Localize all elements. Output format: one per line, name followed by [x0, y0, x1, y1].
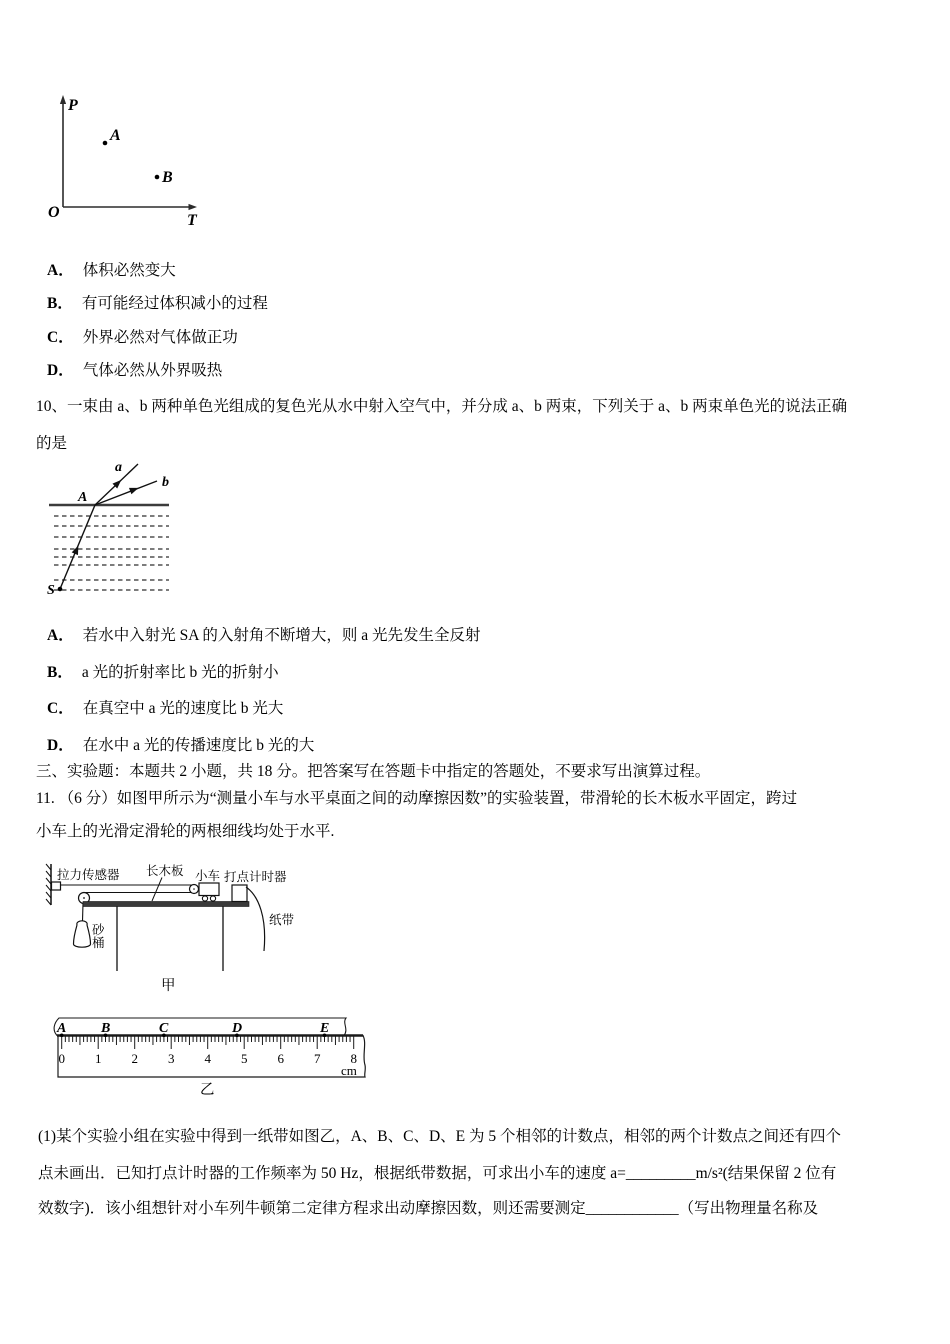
tape-ruler-figure-yi — [45, 1012, 380, 1104]
force-sensor-label: 拉力传感器 — [57, 868, 120, 882]
q9-option-d — [47, 361, 222, 381]
ruler-tick-label: 5 — [240, 1051, 248, 1066]
ticker-timer — [232, 885, 247, 902]
tape-point-label: D — [232, 1021, 243, 1036]
option-label: A． — [47, 262, 74, 279]
point-b-dot — [155, 175, 160, 180]
q11-part1-line3: 效数字)．该小组想针对小车列牛顿第二定律方程求出动摩擦因数，则还需要测定____________（写出物理量名称及 — [38, 1200, 819, 1217]
cart-body — [199, 883, 219, 896]
ruler-tick-label: 1 — [94, 1051, 102, 1066]
point-b-label: B — [162, 169, 173, 186]
sand-bucket — [74, 925, 91, 947]
option-text: 在真空中 a 光的速度比 b 光大 — [82, 700, 284, 717]
option-label: D． — [47, 362, 74, 379]
q11-part1-line1: (1)某个实验小组在实验中得到一纸带如图乙，A、B、C、D、E 为 5 个相邻的计数点，相邻的两个计数点之间还有四个 — [38, 1128, 841, 1145]
cart-label: 小车 — [195, 869, 221, 883]
bucket-label-bottom: 桶 — [92, 936, 105, 950]
x-axis-arrow — [189, 204, 198, 210]
q11-stem-line2: 小车上的光滑定滑轮的两根细线均处于水平. — [36, 823, 335, 840]
q10-option-b — [47, 663, 279, 683]
point-a-dot — [103, 141, 108, 146]
origin-label: O — [48, 204, 60, 221]
tape-label: 纸带 — [269, 913, 295, 927]
source-label: S — [47, 583, 55, 598]
option-label: B． — [47, 664, 73, 681]
figure-yi-caption: 乙 — [200, 1082, 215, 1098]
q9-option-c — [47, 328, 238, 348]
paper-tape-curve — [246, 887, 265, 951]
x-axis-label: T — [187, 212, 197, 229]
ruler-tick-label: 2 — [131, 1051, 138, 1066]
section3-header: 三、实验题：本题共 2 小题，共 18 分。把答案写在答题卡中指定的答题处，不要求写出演算过程。 — [36, 763, 711, 780]
q11-part1-line2: 点未画出．已知打点计时器的工作频率为 50 Hz，根据纸带数据，可求出小车的速度 a=_________m/s²(结果保留 2 位有 — [38, 1165, 837, 1182]
option-text: 若水中入射光 SA 的入射角不断增大，则 a 光先发生全反射 — [82, 627, 481, 644]
option-text: 气体必然从外界吸热 — [82, 362, 223, 379]
ruler-tick-label: 4 — [204, 1051, 211, 1066]
q10-option-d — [47, 736, 314, 756]
option-label: C． — [47, 329, 74, 346]
cart-pulley-axle — [193, 888, 195, 890]
tape-point-label: C — [159, 1021, 169, 1036]
q9-option-a — [47, 261, 176, 281]
option-text: 有可能经过体积减小的过程 — [81, 295, 268, 312]
option-label: B． — [47, 295, 73, 312]
ray-b-arrow — [129, 485, 140, 495]
q10-stem-line2: 的是 — [36, 435, 68, 452]
q11-stem-line1: 11. （6 分）如图甲所示为“测量小车与水平桌面之间的动摩擦因数”的实验装置，带滑轮的长木板水平固定，跨过 — [36, 790, 798, 807]
cart-wheel — [202, 896, 207, 901]
y-axis-label: P — [68, 97, 78, 114]
q10-stem-line1: 10、一束由 a、b 两种单色光组成的复色光从水中射入空气中，并分成 a、b 两束，下列关于 a、b 两束单色光的说法正确 — [36, 398, 848, 415]
point-a-label: A — [110, 127, 121, 144]
tape-point-label: E — [320, 1021, 330, 1036]
ruler-tick-label: 6 — [277, 1051, 284, 1066]
incidence-point-label: A — [78, 490, 88, 505]
option-label: C． — [47, 700, 74, 717]
paper-tape — [54, 1018, 346, 1036]
source-dot — [58, 587, 63, 592]
option-label: A． — [47, 627, 74, 644]
board-pulley-axle — [83, 897, 85, 899]
refracted-ray-b — [95, 481, 157, 505]
board-label: 长木板 — [146, 864, 184, 878]
apparatus-figure-jia — [45, 858, 307, 998]
option-text: 体积必然变大 — [82, 262, 176, 279]
figure-jia-caption: 甲 — [161, 978, 176, 994]
option-text: a 光的折射率比 b 光的折射小 — [81, 664, 279, 681]
option-text: 在水中 a 光的传播速度比 b 光的大 — [82, 737, 315, 754]
option-text: 外界必然对气体做正功 — [82, 329, 238, 346]
refraction-figure — [45, 455, 185, 605]
force-sensor — [52, 882, 61, 890]
ruler-tick-label: 3 — [167, 1051, 175, 1066]
tape-point-label: B — [101, 1021, 111, 1036]
ray-b-label: b — [162, 475, 169, 490]
q10-option-c — [47, 699, 283, 719]
long-board — [83, 902, 249, 907]
bucket-label-top: 砂 — [92, 923, 105, 937]
cart-wheel — [210, 896, 215, 901]
ruler-unit-label: cm — [341, 1063, 357, 1078]
timer-label: 打点计时器 — [224, 870, 287, 884]
q9-option-b — [47, 294, 268, 314]
ruler-tick-label: 7 — [313, 1051, 321, 1066]
board-label-leader — [152, 878, 162, 902]
ruler-tick-label: 0 — [58, 1051, 65, 1066]
ray-a-label: a — [115, 460, 122, 475]
ruler-tick-label: 8 — [350, 1051, 357, 1066]
water-dashes — [54, 516, 169, 590]
pt-graph-figure — [45, 95, 210, 235]
option-label: D． — [47, 737, 74, 754]
q10-option-a — [47, 626, 481, 646]
y-axis-arrow — [60, 95, 66, 104]
tape-point-label: A — [57, 1021, 67, 1036]
